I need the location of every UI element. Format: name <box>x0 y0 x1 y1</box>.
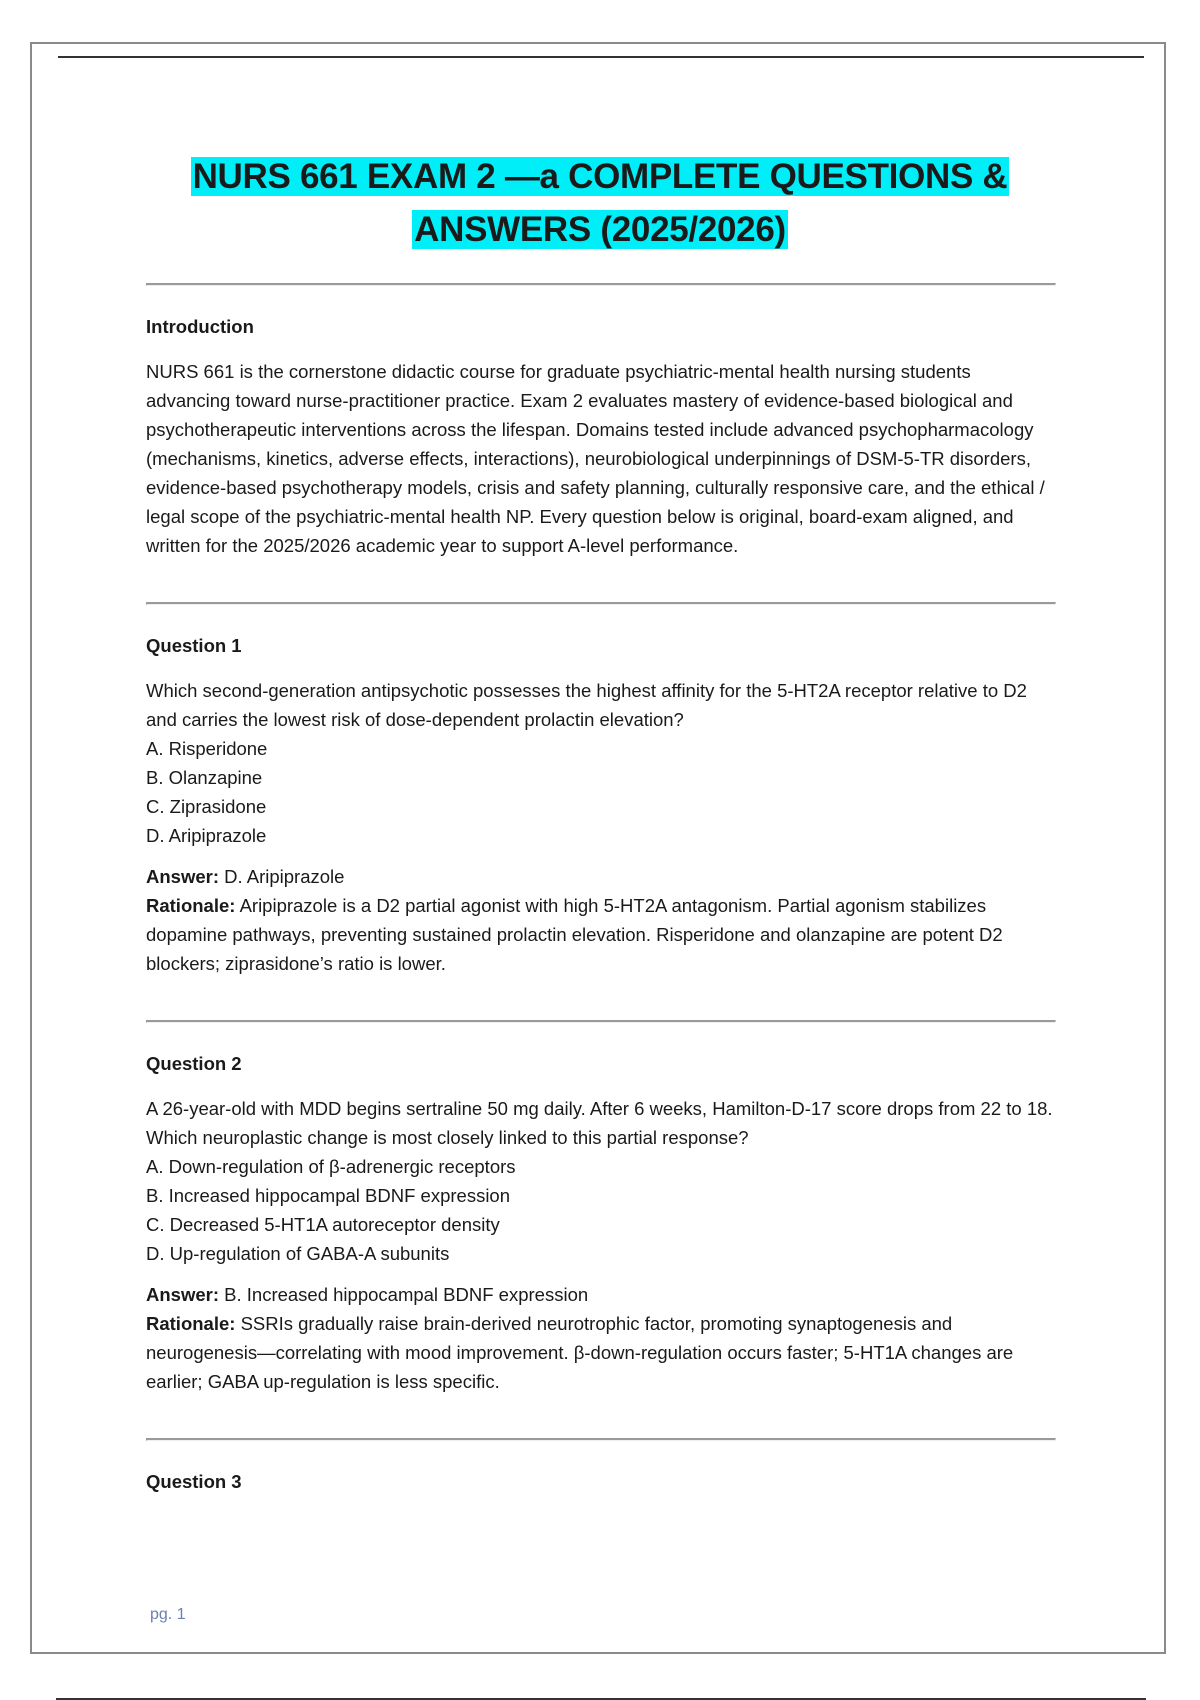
question-1-answer-text: D. Aripiprazole <box>224 866 345 887</box>
question-1-rationale <box>146 891 1056 978</box>
answer-label: Answer: <box>146 866 219 887</box>
rationale-label: Rationale: <box>146 1313 236 1334</box>
question-2-rationale <box>146 1309 1056 1396</box>
question-2-options <box>146 1152 1056 1268</box>
section-divider <box>146 1438 1056 1441</box>
document-title <box>0 150 1200 256</box>
question-1-option-b: B. Olanzapine <box>146 767 263 788</box>
question-1-rationale-text: Aripiprazole is a D2 partial agonist with high 5-HT2A antagonism. Partial agonism stabilizes dopamine pathways, preventing sustained prolactin elevation. Risperidone and olanzapine are potent D2 blockers; ziprasidone’s ratio is lower. <box>146 895 1003 974</box>
question-3-heading: Question 3 <box>146 1471 242 1492</box>
title-line-1: NURS 661 EXAM 2 —a COMPLETE QUESTIONS & <box>192 157 1008 196</box>
introduction-heading: Introduction <box>146 316 254 337</box>
question-1-option-d: D. Aripiprazole <box>146 825 267 846</box>
question-2-rationale-text: SSRIs gradually raise brain-derived neurotrophic factor, promoting synaptogenesis and neurogenesis—correlating with mood improvement. β-down-regulation occurs faster; 5-HT1A changes are earlier; GABA up-regulation is less specific. <box>146 1313 1014 1392</box>
question-1-section <box>146 631 1056 1020</box>
question-1-option-a: A. Risperidone <box>146 738 268 759</box>
introduction-paragraph: NURS 661 is the cornerstone didactic course for graduate psychiatric-mental health nursing students advancing toward nurse-practitioner practice. Exam 2 evaluates mastery of evidence-based biological and psychotherapeutic interventions across the lifespan. Domains tested include advanced psychopharmacology (mechanisms, kinetics, adverse effects, interactions), neurobiological underpinnings of DSM-5-TR disorders, evidence-based psychotherapy models, crisis and safety planning, culturally responsive care, and the ethical / legal scope of the psychiatric-mental health NP. Every question below is original, board-exam aligned, and written for the 2025/2026 academic year to support A-level performance. <box>146 361 1045 556</box>
question-2-option-b: B. Increased hippocampal BDNF expression <box>146 1185 511 1206</box>
question-1-heading: Question 1 <box>146 635 242 656</box>
page-number: pg. 1 <box>150 1606 186 1623</box>
question-2-stem: A 26-year-old with MDD begins sertraline 50 mg daily. After 6 weeks, Hamilton-D-17 score drops from 22 to 18. Which neuroplastic change is most closely linked to this partial response? <box>146 1098 1053 1148</box>
question-2-answer-text: B. Increased hippocampal BDNF expression <box>224 1284 589 1305</box>
question-1-option-c: C. Ziprasidone <box>146 796 267 817</box>
question-2-heading: Question 2 <box>146 1053 242 1074</box>
section-divider <box>146 283 1056 286</box>
question-2-option-d: D. Up-regulation of GABA-A subunits <box>146 1243 450 1264</box>
rationale-label: Rationale: <box>146 895 236 916</box>
top-border-rule <box>58 56 1144 58</box>
introduction-section <box>146 312 1056 602</box>
title-line-2: ANSWERS (2025/2026) <box>414 210 786 249</box>
question-1-options <box>146 734 1056 850</box>
question-3-section <box>146 1467 1056 1496</box>
section-divider <box>146 1020 1056 1023</box>
question-2-section <box>146 1049 1056 1438</box>
section-divider <box>146 602 1056 605</box>
document-body <box>146 283 1056 1512</box>
question-2-answer <box>146 1280 1056 1309</box>
question-2-option-a: A. Down-regulation of β-adrenergic receptors <box>146 1156 516 1177</box>
question-1-answer <box>146 862 1056 891</box>
answer-label: Answer: <box>146 1284 219 1305</box>
question-1-stem: Which second-generation antipsychotic possesses the highest affinity for the 5-HT2A receptor relative to D2 and carries the lowest risk of dose-dependent prolactin elevation? <box>146 680 1027 730</box>
question-2-option-c: C. Decreased 5-HT1A autoreceptor density <box>146 1214 500 1235</box>
